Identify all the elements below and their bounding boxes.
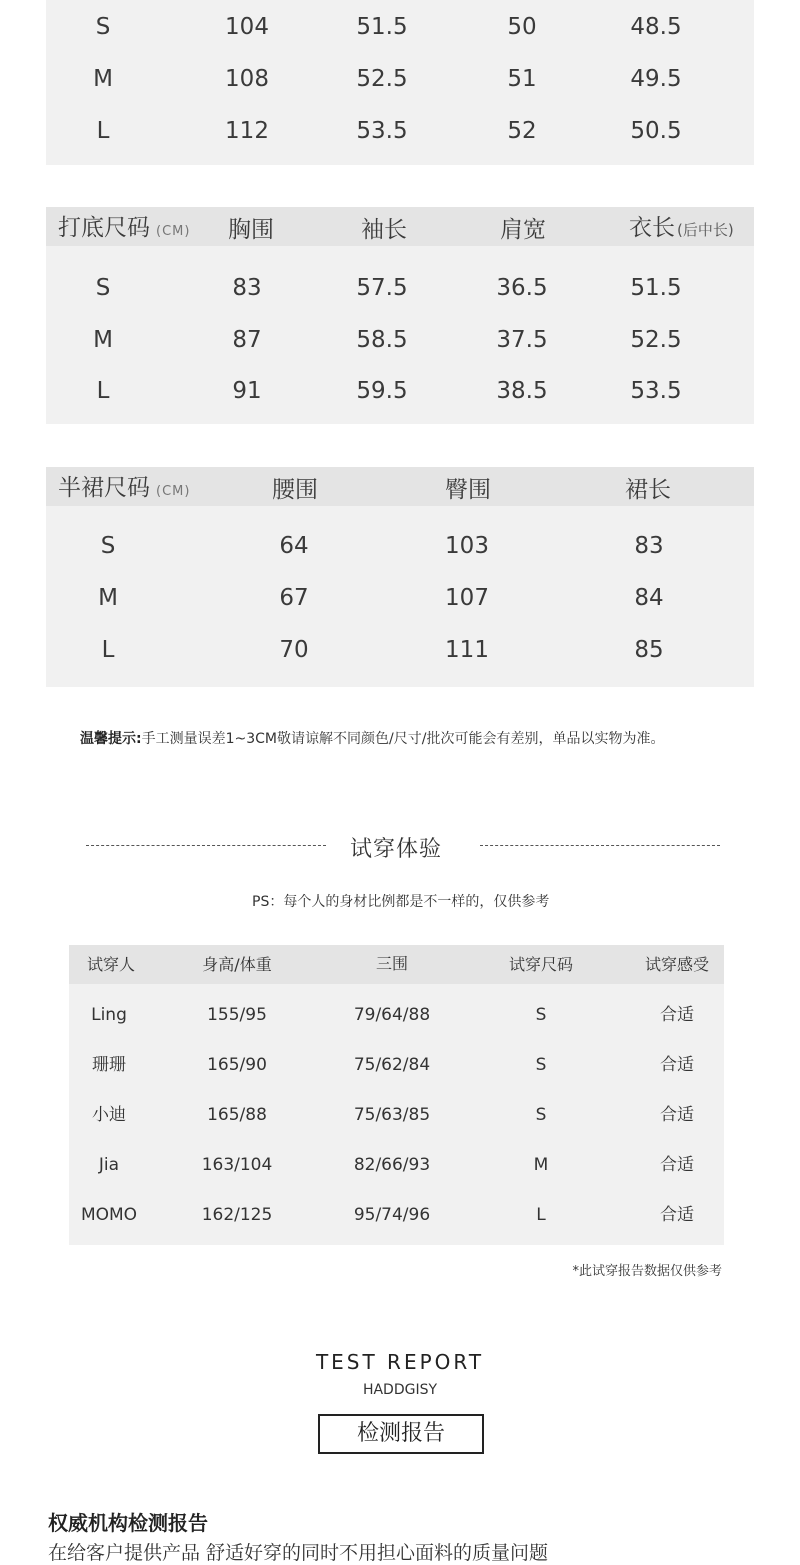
skirt-cell: 83 (634, 533, 664, 559)
base-layer-cell: 37.5 (496, 327, 548, 353)
header-waist: 腰围 (272, 477, 318, 503)
divider-right (480, 845, 720, 846)
skirt-unit: (CM) (156, 484, 191, 499)
header-length: 衣长 (后中长) (629, 215, 734, 241)
size-top-cell: 104 (225, 14, 269, 40)
fitting-cell: 小迪 (92, 1105, 126, 1125)
skirt-cell: L (101, 637, 115, 663)
tip-text: 手工测量误差1~3CM敬请谅解不同颜色/尺寸/批次可能会有差别，单品以实物为准。 (141, 731, 665, 747)
header-fit-size: 试穿尺码 (508, 955, 574, 974)
fitting-row (69, 1057, 724, 1081)
size-top-row (46, 16, 754, 46)
skirt-cell: 103 (445, 533, 489, 559)
skirt-row (46, 535, 754, 565)
base-layer-cell: M (93, 327, 113, 353)
size-table-skirt-header (46, 467, 754, 506)
size-table-base-layer-header (46, 207, 754, 246)
tip-label: 温馨提示: (80, 731, 142, 747)
fitting-cell: 合适 (660, 1155, 694, 1175)
test-report-button[interactable]: 检测报告 (318, 1414, 484, 1454)
skirt-cell: 64 (279, 533, 309, 559)
header-skirt-length: 裙长 (625, 477, 671, 503)
base-layer-unit: (CM) (156, 224, 191, 239)
fitting-cell: 合适 (660, 1055, 694, 1075)
base-layer-row (46, 380, 754, 410)
size-top-row (46, 120, 754, 150)
base-layer-row (46, 277, 754, 307)
skirt-size-title: 半裙尺码 (CM) (58, 475, 191, 501)
fitting-cell: 75/63/85 (353, 1105, 431, 1125)
authority-report-title: 权威机构检测报告 (48, 1511, 208, 1535)
skirt-cell: 85 (634, 637, 664, 663)
fitting-table (69, 945, 724, 1245)
base-layer-cell: 36.5 (496, 275, 548, 301)
size-top-cell: L (96, 118, 110, 144)
skirt-cell: S (100, 533, 116, 559)
fitting-cell: L (536, 1205, 546, 1225)
base-layer-cell: 91 (232, 378, 262, 404)
fitting-row (69, 1157, 724, 1181)
trial-section-title: 试穿体验 (350, 837, 443, 862)
fitting-cell: 165/90 (207, 1055, 267, 1075)
skirt-row (46, 587, 754, 617)
base-layer-cell: L (96, 378, 110, 404)
size-top-cell: 52 (507, 118, 537, 144)
fitting-cell: 82/66/93 (353, 1155, 431, 1175)
base-layer-cell: 87 (232, 327, 262, 353)
header-length-note: (后中长) (677, 221, 734, 239)
header-hip: 臀围 (445, 477, 491, 503)
size-table-skirt (46, 467, 754, 687)
header-sleeve: 袖长 (361, 217, 407, 243)
base-layer-size-title: 打底尺码 (CM) (58, 215, 191, 241)
fitting-cell: 合适 (660, 1205, 694, 1225)
divider-left (86, 845, 326, 846)
size-table-base-layer (46, 207, 754, 424)
test-report-title: TEST REPORT (315, 1350, 485, 1374)
fitting-cell: 75/62/84 (353, 1055, 431, 1075)
fitting-disclaimer: *此试穿报告数据仅供参考 (572, 1264, 722, 1279)
fitting-cell: 珊珊 (92, 1055, 126, 1075)
size-top-cell: 51.5 (356, 14, 408, 40)
base-layer-cell: 38.5 (496, 378, 548, 404)
header-wearer: 试穿人 (86, 955, 136, 974)
size-table-top (46, 0, 754, 165)
fitting-cell: 162/125 (201, 1205, 273, 1225)
skirt-cell: M (98, 585, 118, 611)
base-layer-cell: 58.5 (356, 327, 408, 353)
header-measurements: 三围 (375, 954, 409, 973)
brand-name: HADDGISY (362, 1382, 438, 1398)
base-layer-cell: 59.5 (356, 378, 408, 404)
base-layer-cell: 51.5 (630, 275, 682, 301)
measurement-tip (80, 728, 664, 748)
size-top-cell: M (93, 66, 113, 92)
fitting-cell: 95/74/96 (353, 1205, 431, 1225)
trial-ps-note: PS：每个人的身材比例都是不一样的，仅供参考 (252, 894, 550, 910)
size-top-cell: 48.5 (630, 14, 682, 40)
base-layer-cell: 57.5 (356, 275, 408, 301)
size-top-cell: 112 (225, 118, 269, 144)
skirt-cell: 111 (445, 637, 489, 663)
header-height-weight: 身高/体重 (202, 955, 272, 974)
size-top-cell: 50.5 (630, 118, 682, 144)
fitting-cell: S (535, 1105, 547, 1125)
fitting-cell: 163/104 (201, 1155, 273, 1175)
fitting-table-header (69, 945, 724, 984)
fitting-cell: MOMO (80, 1205, 138, 1225)
authority-description: 在给客户提供产品 舒适好穿的同时不用担心面料的质量问题 (48, 1542, 549, 1564)
header-fit-feeling: 试穿感受 (644, 955, 710, 974)
skirt-cell: 107 (445, 585, 489, 611)
fitting-row (69, 1207, 724, 1231)
size-top-cell: 50 (507, 14, 537, 40)
fitting-cell: 合适 (660, 1105, 694, 1125)
size-top-cell: 53.5 (356, 118, 408, 144)
size-top-cell: 52.5 (356, 66, 408, 92)
base-layer-cell: 52.5 (630, 327, 682, 353)
header-shoulder: 肩宽 (500, 217, 546, 243)
base-layer-cell: S (95, 275, 111, 301)
skirt-row (46, 639, 754, 669)
fitting-cell: M (533, 1155, 549, 1175)
fitting-cell: 79/64/88 (353, 1005, 431, 1025)
size-top-cell: 49.5 (630, 66, 682, 92)
fitting-cell: S (535, 1055, 547, 1075)
size-top-cell: S (95, 14, 111, 40)
fitting-row (69, 1107, 724, 1131)
fitting-cell: 合适 (660, 1005, 694, 1025)
fitting-cell: 155/95 (207, 1005, 267, 1025)
fitting-row (69, 1007, 724, 1031)
base-layer-row (46, 329, 754, 359)
size-top-cell: 51 (507, 66, 537, 92)
skirt-cell: 67 (279, 585, 309, 611)
fitting-cell: Jia (98, 1155, 120, 1175)
fitting-cell: 165/88 (207, 1105, 267, 1125)
size-top-cell: 108 (225, 66, 269, 92)
size-top-row (46, 68, 754, 98)
skirt-cell: 70 (279, 637, 309, 663)
skirt-cell: 84 (634, 585, 664, 611)
header-chest: 胸围 (228, 217, 274, 243)
fitting-cell: Ling (91, 1005, 127, 1025)
base-layer-cell: 83 (232, 275, 262, 301)
fitting-cell: S (535, 1005, 547, 1025)
base-layer-cell: 53.5 (630, 378, 682, 404)
